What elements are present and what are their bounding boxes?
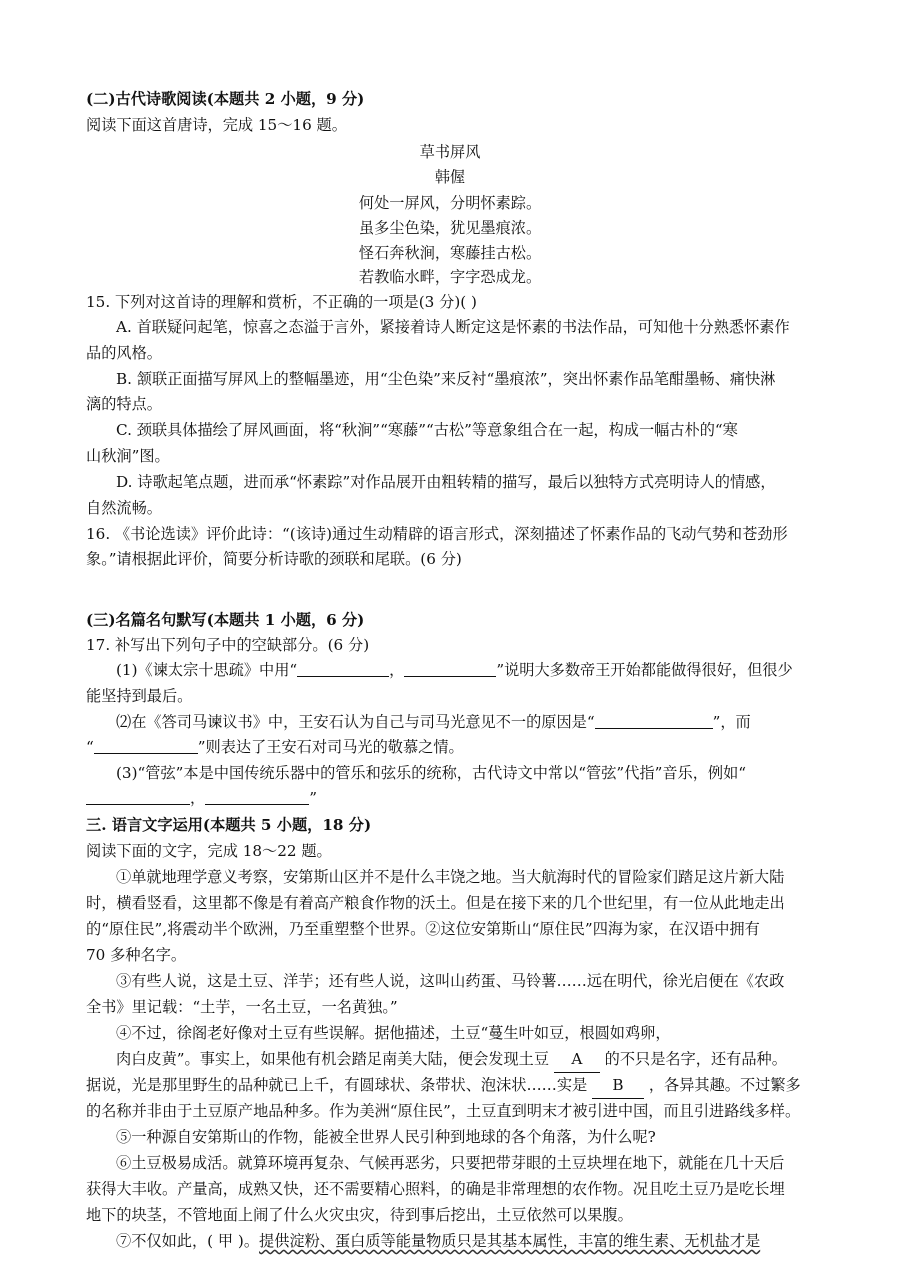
recitation-item-3-cont: ， ”	[86, 785, 814, 811]
poem-line: 若教临水畔，字字恐成龙。	[358, 268, 542, 286]
option-c: C. 颈联具体描绘了屏风画面，将“秋涧”“寒藤”“古松”等意象组合在一起，构成一幅古朴的“寒	[116, 421, 738, 439]
question-17-stem: 17. 补写出下列句子中的空缺部分。(6 分)	[86, 636, 370, 654]
passage-line-gap-jia: ⑦不仅如此，( 甲 )。提供淀粉、蛋白质等能量物质只是其基本属性，丰富的维生素、无机盐才是	[116, 1232, 761, 1250]
recitation-item-2: ⑵在《答司马谏议书》中，王安石认为自己与司马光意见不一的原因是“ ”，而	[116, 713, 751, 731]
option-d: D. 诗歌起笔点题，进而承“怀素踪”对作品展开由粗转精的描写，最后以独特方式亮明诗人的情感，	[116, 473, 776, 491]
poem-line: 怪石奔秋涧，寒藤挂古松。	[358, 244, 542, 262]
question-15-stem: 15. 下列对这首诗的理解和赏析，不正确的一项是(3 分)( )	[86, 293, 477, 311]
wavy-underlined-sentence: 提供淀粉、蛋白质等能量物质只是其基本属性，丰富的维生素、无机盐才是	[259, 1232, 761, 1250]
passage-line: ④不过，徐阁老好像对土豆有些误解。据他描述，土豆“蔓生叶如豆，根圆如鸡卵，	[116, 1024, 671, 1042]
section-heading-recitation: (三)名篇名句默写(本题共 1 小题，6 分)	[86, 611, 365, 629]
passage-line: ⑥土豆极易成活。就算环境再复杂、气候再恶劣，只要把带芽眼的土豆块埋在地下，就能在几十天后	[116, 1154, 785, 1172]
passage-line: ①单就地理学意义考察，安第斯山区并不是什么丰饶之地。当大航海时代的冒险家们踏足这片新大陆	[116, 868, 785, 886]
option-b: B. 颔联正面描写屏风上的整幅墨迹，用“尘色染”来反衬“墨痕浓”，突出怀素作品笔酣墨畅、痛快淋	[116, 370, 776, 388]
option-a: A. 首联疑问起笔，惊喜之态溢于言外，紧接着诗人断定这是怀素的书法作品，可知他十分熟悉怀素作	[116, 318, 790, 336]
passage-line: 时，横看竖看，这里都不像是有着高产粮食作物的沃土。但是在接下来的几个世纪里，有一位从此地走出	[86, 894, 785, 912]
answer-blank[interactable]	[94, 737, 198, 754]
poem-title: 草书屏风	[419, 143, 481, 161]
recitation-item-1: (1)《谏太宗十思疏》中用“ ， ”说明大多数帝王开始都能做得很好，但很少	[116, 661, 793, 679]
blank-b[interactable]: B	[592, 1072, 644, 1099]
passage-line-blank-a: 肉白皮黄”。事实上，如果他有机会踏足南美大陆，便会发现土豆 A 的不只是名字，还有品种。	[116, 1046, 814, 1073]
poem-line: 虽多尘色染，犹见墨痕浓。	[358, 219, 542, 237]
option-b-cont: 漓的特点。	[86, 395, 162, 413]
answer-blank[interactable]	[205, 788, 309, 805]
passage-line: 地下的块茎，不管地面上闹了什么火灾虫灾，待到事后挖出，土豆依然可以果腹。	[86, 1206, 633, 1224]
passage-line: 获得大丰收。产量高，成熟又快，还不需要精心照料，的确是非常理想的农作物。况且吃土豆乃是吃长埋	[86, 1180, 785, 1198]
option-d-cont: 自然流畅。	[86, 499, 162, 517]
answer-blank[interactable]	[595, 712, 713, 729]
poem-line: 何处一屏风，分明怀素踪。	[358, 194, 542, 212]
passage-line: 70 多种名字。	[86, 946, 187, 964]
question-16: 16. 《书论选读》评价此诗：“(该诗)通过生动精辟的语言形式，深刻描述了怀素作品的飞动气势和苍劲形	[86, 525, 788, 543]
section-heading-poetry: (二)古代诗歌阅读(本题共 2 小题，9 分)	[86, 90, 365, 108]
recitation-item-2-cont: “ ”则表达了王安石对司马光的敬慕之情。	[86, 738, 464, 756]
question-16-cont: 象。”请根据此评价，简要分析诗歌的颈联和尾联。(6 分)	[86, 550, 462, 568]
language-instruction: 阅读下面的文字，完成 18～22 题。	[86, 842, 332, 860]
recitation-item-1-cont: 能坚持到最后。	[86, 687, 193, 705]
answer-blank[interactable]	[86, 788, 190, 805]
passage-line: 的名称并非由于土豆原产地品种多。作为美洲“原住民”，土豆直到明末才被引进中国，而且引进路线多样。	[86, 1102, 801, 1120]
blank-a[interactable]: A	[554, 1046, 600, 1073]
option-a-cont: 品的风格。	[86, 344, 162, 362]
poem-author: 韩偓	[434, 168, 466, 186]
answer-blank[interactable]	[297, 660, 389, 677]
poetry-instruction: 阅读下面这首唐诗，完成 15～16 题。	[86, 116, 347, 134]
answer-blank[interactable]	[404, 660, 496, 677]
recitation-item-3: (3)“管弦”本是中国传统乐器中的管乐和弦乐的统称，古代诗文中常以“管弦”代指”音乐，例如“	[116, 764, 747, 782]
passage-line: 全书》里记载：“土芋，一名土豆，一名黄独。”	[86, 998, 398, 1016]
passage-line: 的“原住民”,将震动半个欧洲，乃至重塑整个世界。②这位安第斯山“原住民”四海为家，在汉语中拥有	[86, 920, 760, 938]
part-heading-language-use: 三. 语言文字运用(本题共 5 小题，18 分)	[86, 816, 372, 834]
passage-line: ⑤一种源自安第斯山的作物，能被全世界人民引种到地球的各个角落，为什么呢?	[116, 1128, 656, 1146]
option-c-cont: 山秋涧”图。	[86, 447, 170, 465]
passage-line-blank-b: 据说，光是那里野生的品种就已上千，有圆球状、条带状、泡沫状……实是 B ，各异其趣。不过繁多	[86, 1072, 814, 1099]
passage-line: ③有些人说，这是土豆、洋芋；还有些人说，这叫山药蛋、马铃薯……远在明代，徐光启便在《农政	[116, 972, 785, 990]
